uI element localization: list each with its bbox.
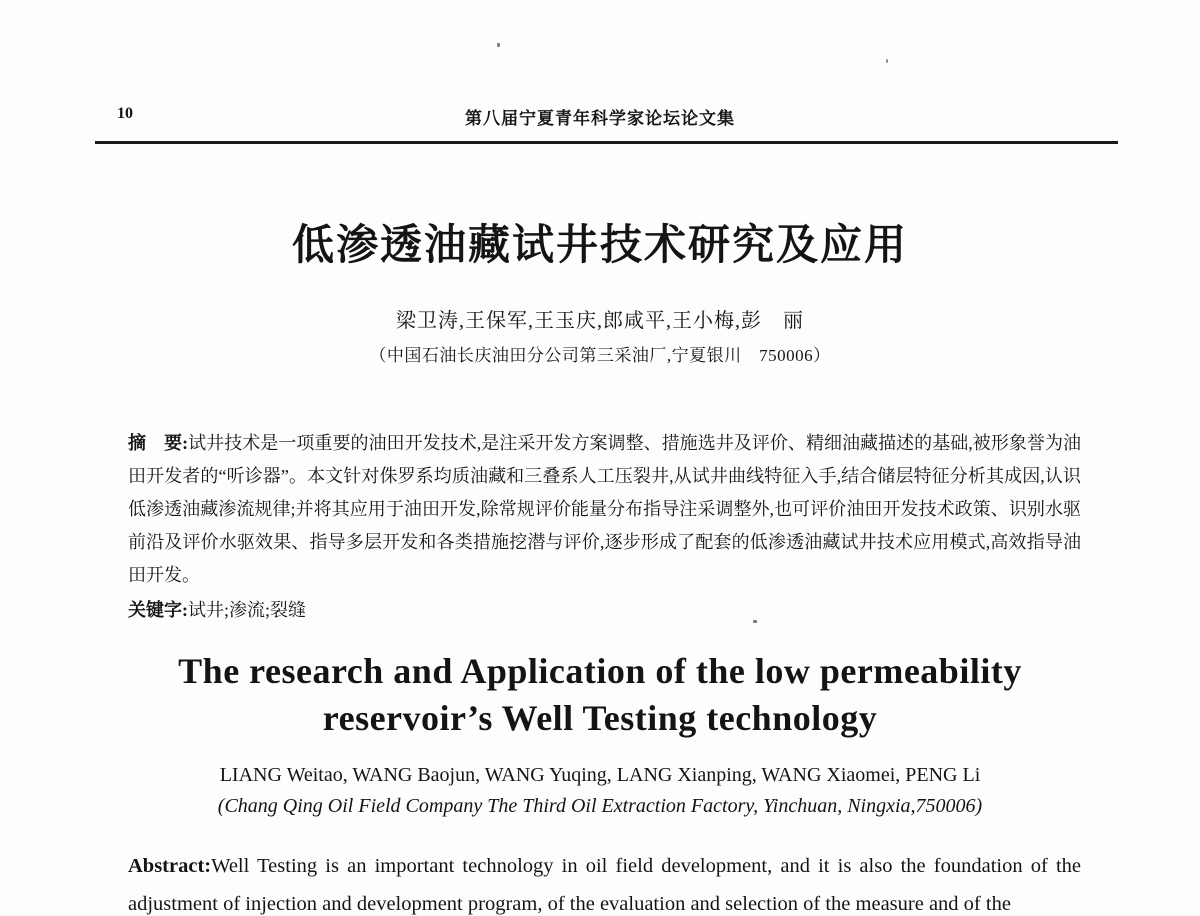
english-affiliation: (Chang Qing Oil Field Company The Third Oil Extraction Factory, Yinchuan, Ningxia,750006) xyxy=(217,795,983,817)
english-abstract-label: Abstract: xyxy=(128,855,212,877)
running-head: 第八届宁夏青年科学家论坛论文集 xyxy=(465,109,735,128)
english-title xyxy=(0,648,1200,742)
chinese-title: 低渗透油藏试井技术研究及应用 xyxy=(291,223,908,269)
english-abstract-text: Well Testing is an important technology in oil field development, and it is also the foundation of the adjustment of injection and development program, of the evaluation and selection of the measure and of the xyxy=(128,855,1081,915)
scan-speck xyxy=(886,59,888,63)
english-title-line2: reservoir’s Well Testing technology xyxy=(322,698,878,738)
english-abstract xyxy=(128,847,1081,916)
keywords-text: 试井;渗流;裂缝 xyxy=(188,600,307,620)
english-title-line1: The research and Application of the low permeability xyxy=(178,651,1022,691)
keywords-line xyxy=(128,594,1081,627)
chinese-affiliation: （中国石油长庆油田分公司第三采油厂,宁夏银川 750006） xyxy=(369,346,831,365)
scan-speck xyxy=(753,620,757,623)
keywords-label: 关键字: xyxy=(128,600,188,620)
chinese-abstract-block xyxy=(128,427,1081,627)
chinese-authors: 梁卫涛,王保军,王玉庆,郎咸平,王小梅,彭 丽 xyxy=(396,310,804,332)
scan-speck xyxy=(497,43,500,47)
english-authors: LIANG Weitao, WANG Baojun, WANG Yuqing, LANG Xianping, WANG Xiaomei, PENG Li xyxy=(219,764,981,786)
chinese-abstract-label: 摘 要: xyxy=(128,433,189,453)
header-rule xyxy=(95,141,1118,144)
page-number: 10 xyxy=(117,105,133,122)
chinese-abstract xyxy=(128,427,1081,592)
chinese-abstract-text: 试井技术是一项重要的油田开发技术,是注采开发方案调整、措施选井及评价、精细油藏描述的基础,被形象誉为油田开发者的“听诊器”。本文针对侏罗系均质油藏和三叠系人工压裂井,从试井曲线特征入手,结合储层特征分析其成因,认识低渗透油藏渗流规律;并将其应用于油田开发,除常规评价能量分布指导注采调整外,也可评价油田开发技术政策、识别水驱前沿及评价水驱效果、指导多层开发和各类措施挖潜与评价,逐步形成了配套的低渗透油藏试井技术应用模式,高效指导油田开发。 xyxy=(128,433,1081,585)
